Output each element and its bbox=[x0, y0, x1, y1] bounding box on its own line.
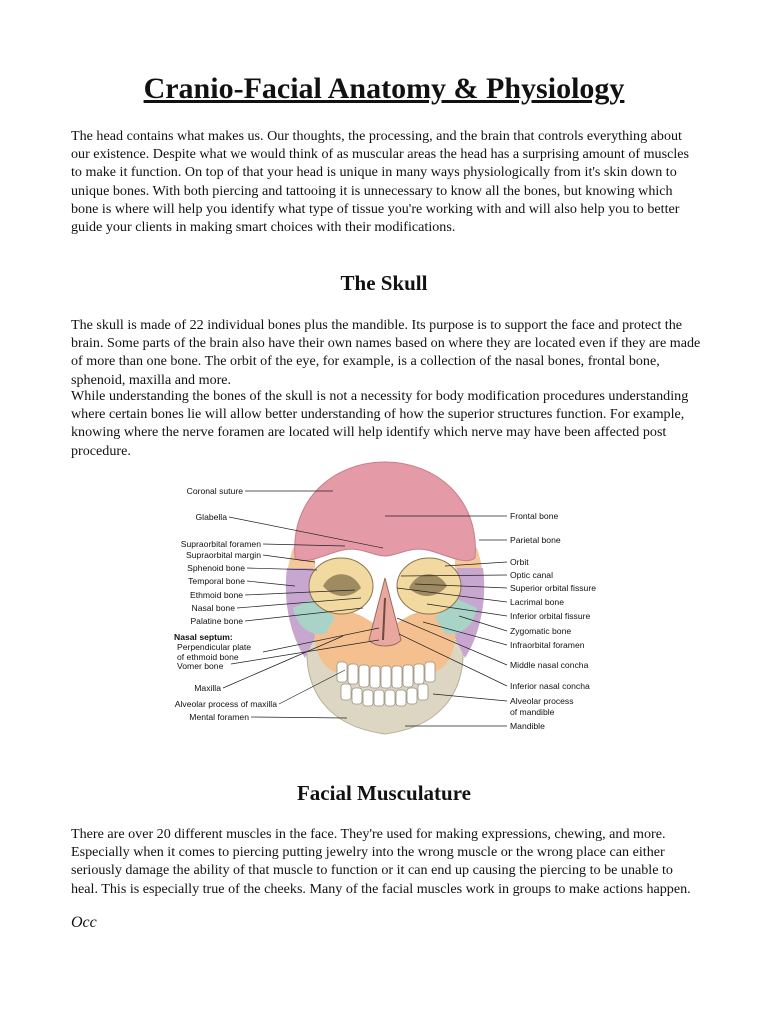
label-coronal-suture: Coronal suture bbox=[186, 486, 243, 496]
skull-paragraph-1: The skull is made of 22 individual bones plus the mandible. Its purpose is to support the face and protect the brain. Some parts of the brain also have their own names based on where they are located even if they are made of more than one bone. The orbit of the eye, for example, is a collection of the nasal bones, frontal bone, sphenoid, maxilla and more. bbox=[71, 317, 701, 388]
label-lacrimal-bone: Lacrimal bone bbox=[510, 597, 564, 607]
label-orbit: Orbit bbox=[510, 557, 529, 567]
label-maxilla: Maxilla bbox=[194, 683, 221, 693]
frontal-bone-shape bbox=[295, 462, 476, 561]
label-sphenoid-bone: Sphenoid bone bbox=[187, 563, 245, 573]
label-vomer-bone: Vomer bone bbox=[177, 661, 224, 671]
label-infraorbital-foramen: Infraorbital foramen bbox=[510, 640, 585, 650]
trailing-text: Occ bbox=[71, 914, 97, 931]
label-palatine-bone: Palatine bone bbox=[190, 616, 243, 626]
label-supraorbital-margin: Supraorbital margin bbox=[186, 550, 261, 560]
skull-paragraph-2: While understanding the bones of the skull is not a necessity for body modification procedures understanding where certain bones lie will allow better understanding of how the superior structures function. For example, knowing where the nerve foramen are located will help identify which nerve may have been affected post procedure. bbox=[71, 388, 689, 459]
label-zygomatic-bone: Zygomatic bone bbox=[510, 626, 572, 636]
skull-illustration bbox=[165, 458, 605, 746]
label-optic-canal: Optic canal bbox=[510, 570, 553, 580]
label-nasal-septum: Nasal septum: bbox=[174, 632, 233, 642]
label-inferior-orbital-fissure: Inferior orbital fissure bbox=[510, 611, 591, 621]
label-supraorbital-foramen: Supraorbital foramen bbox=[180, 539, 261, 549]
label-middle-nasal-concha: Middle nasal concha bbox=[510, 660, 589, 670]
label-mandible: Mandible bbox=[510, 721, 545, 731]
label-ethmoid-bone: Ethmoid bone bbox=[189, 590, 243, 600]
label-frontal-bone: Frontal bone bbox=[510, 511, 559, 521]
label-perpendicular-plate-1: Perpendicular plate bbox=[177, 642, 252, 652]
label-mental-foramen: Mental foramen bbox=[189, 712, 249, 722]
label-superior-orbital-fissure: Superior orbital fissure bbox=[510, 583, 596, 593]
label-parietal-bone: Parietal bone bbox=[510, 535, 561, 545]
label-temporal-bone: Temporal bone bbox=[188, 576, 245, 586]
label-inferior-nasal-concha: Inferior nasal concha bbox=[510, 681, 590, 691]
label-alveolar-process-mandible-2: of mandible bbox=[510, 707, 555, 717]
page-title: Cranio-Facial Anatomy & Physiology bbox=[143, 72, 625, 105]
musculature-paragraph: There are over 20 different muscles in the face. They're used for making expressions, chewing, and more. Especially when it comes to piercing putting jewelry into the wrong muscle or the wrong place can either seriously damage the ability of that muscle to function or it can end up causing the piercing to be unable to heal. This is especially true of the cheeks. Many of the facial muscles work in groups to make actions happen. bbox=[71, 826, 691, 897]
label-alveolar-process-mandible-1: Alveolar process bbox=[510, 696, 574, 706]
label-nasal-bone: Nasal bone bbox=[191, 603, 235, 613]
label-alveolar-process-maxilla: Alveolar process of maxilla bbox=[174, 699, 277, 709]
skull-anatomy-figure bbox=[165, 458, 605, 746]
skull-heading: The Skull bbox=[340, 271, 428, 295]
intro-paragraph: The head contains what makes us. Our thoughts, the processing, and the brain that controls everything about our existence. Despite what we would think of as muscular areas the head has a surprising amount of muscles to make it function. On top of that your head is unique in many ways physiologically from it's skin down to unique bones. With both piercing and tattooing it is unnecessary to know all the bones, but knowing which bone is where will help you identify what type of tissue you're working with and will also help you to better guide your clients in making smart choices with their modifications. bbox=[71, 128, 689, 236]
musculature-heading: Facial Musculature bbox=[296, 781, 471, 805]
label-glabella: Glabella bbox=[195, 512, 227, 522]
label-perpendicular-plate-2: of ethmoid bone bbox=[177, 652, 239, 662]
